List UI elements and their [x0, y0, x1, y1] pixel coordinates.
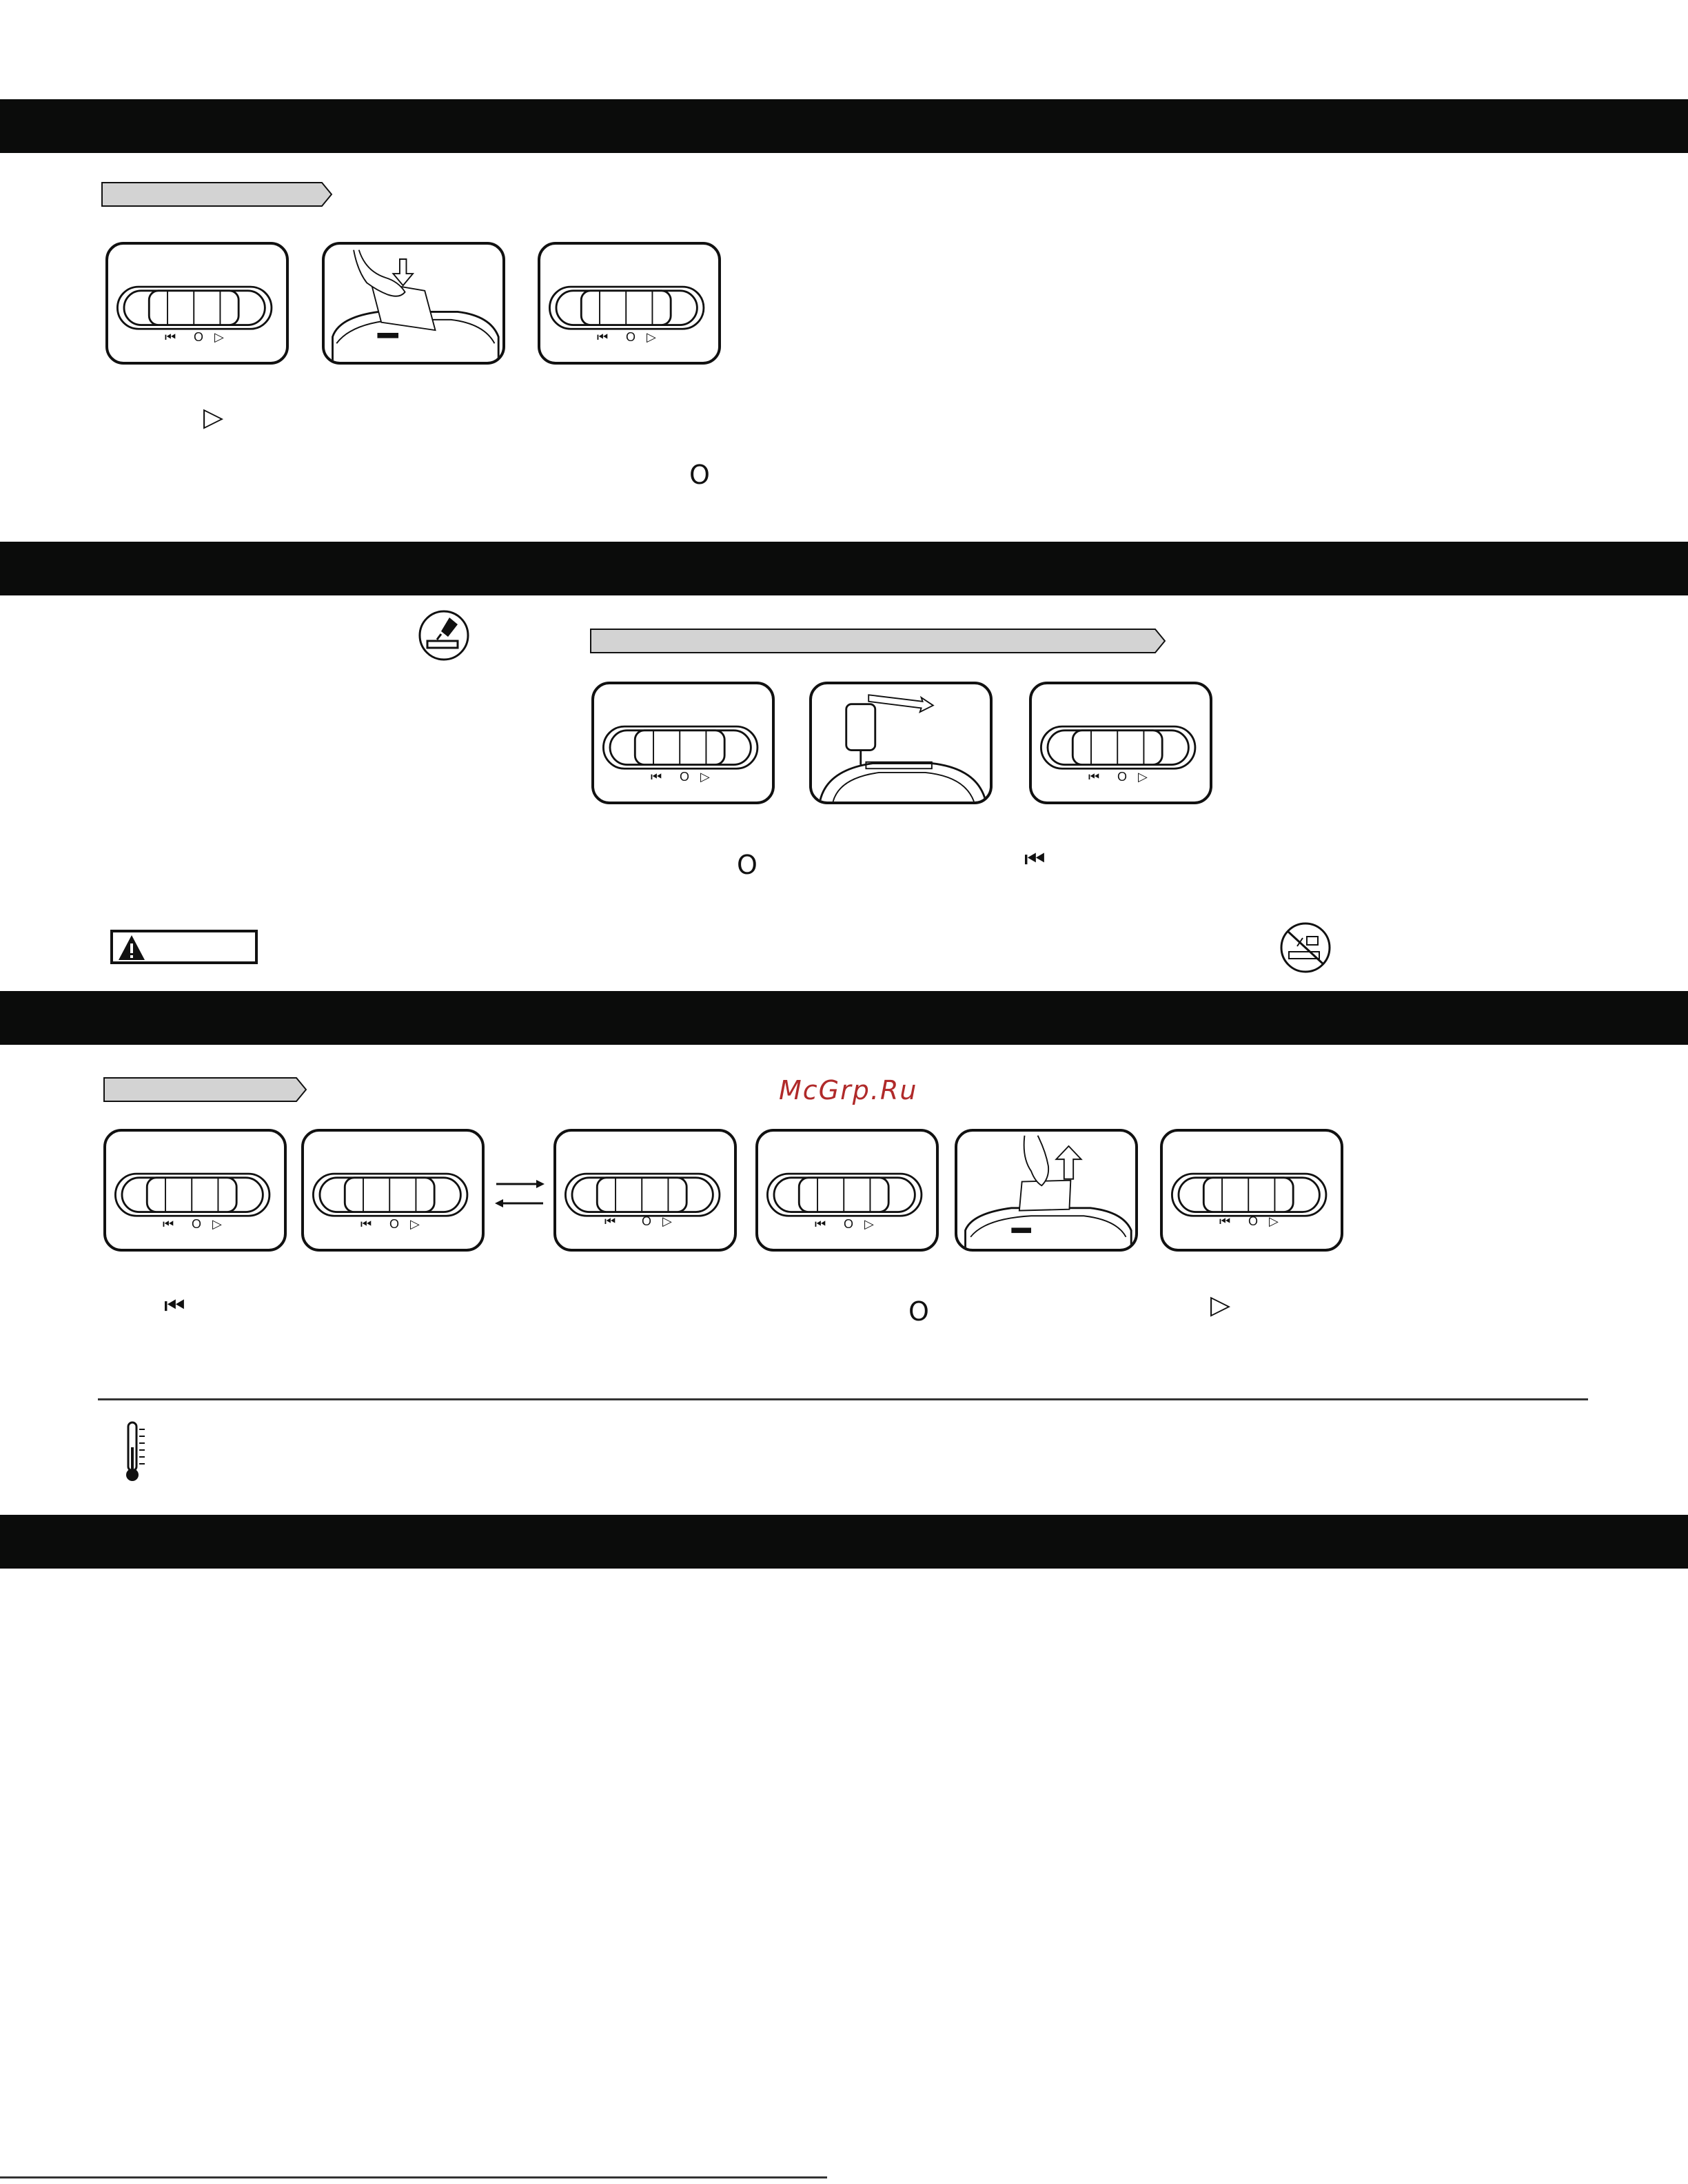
switch-reverse-label: ⏮ — [1219, 1214, 1231, 1229]
section-header-band-1 — [0, 99, 1688, 153]
switch-reverse-label: ⏮ — [163, 1217, 174, 1232]
switch-off-label: O — [1117, 770, 1128, 784]
switch-panel — [591, 682, 775, 804]
off-symbol: O — [689, 460, 710, 490]
switch-off-label: O — [626, 330, 636, 344]
warning-icon — [117, 934, 146, 961]
step-label-tag — [101, 182, 333, 207]
thermometer-icon — [123, 1420, 148, 1483]
switch-panel — [301, 1129, 485, 1252]
switch-reverse-label: ⏮ — [597, 330, 609, 345]
insert-paper-panel — [322, 242, 505, 365]
switch-on-label: ▷ — [647, 330, 656, 345]
arrows-icon — [494, 1173, 546, 1214]
no-aerosol-icon — [1279, 921, 1332, 974]
shredder-insert-illustration — [325, 245, 502, 362]
switch-on-label: ▷ — [662, 1214, 672, 1229]
switch-off-label: O — [844, 1217, 854, 1231]
switch-reverse-label: ⏮ — [651, 770, 662, 784]
off-symbol: O — [908, 1296, 929, 1327]
switch-on-label: ▷ — [1269, 1214, 1279, 1229]
switch-reverse-label: ⏮ — [165, 330, 176, 345]
switch-reverse-label: ⏮ — [815, 1217, 826, 1232]
divider-rule — [98, 1398, 1588, 1400]
switch-reverse-label: ⏮ — [604, 1214, 616, 1229]
reverse-symbol: ⏮ — [1024, 846, 1046, 873]
on-symbol: ▷ — [203, 402, 224, 432]
section-header-band-3 — [0, 991, 1688, 1045]
step-label-tag — [590, 629, 1166, 653]
switch-off-label: O — [194, 330, 204, 344]
switch-panel — [1029, 682, 1212, 804]
switch-panel — [553, 1129, 737, 1252]
switch-reverse-label: ⏮ — [1088, 770, 1100, 784]
oil-icon — [418, 609, 470, 662]
footer-rule — [0, 2176, 827, 2178]
remove-paper-panel — [955, 1129, 1138, 1252]
switch-panel — [105, 242, 289, 365]
switch-off-label: O — [1248, 1214, 1259, 1228]
oil-bottle-illustration — [812, 684, 990, 802]
switch-off-label: O — [642, 1214, 652, 1228]
switch-off-label: O — [192, 1217, 202, 1231]
switch-on-label: ▷ — [1138, 770, 1148, 784]
section-header-band-2 — [0, 542, 1688, 595]
switch-off-label: O — [389, 1217, 400, 1231]
switch-on-label: ▷ — [212, 1217, 222, 1232]
switch-on-label: ▷ — [864, 1217, 874, 1232]
switch-off-label: O — [680, 770, 690, 784]
remove-paper-illustration — [957, 1132, 1135, 1249]
switch-reverse-label: ⏮ — [360, 1217, 372, 1232]
oil-panel — [809, 682, 993, 804]
off-symbol: O — [737, 850, 757, 880]
step-label-tag — [103, 1077, 307, 1102]
switch-on-label: ▷ — [410, 1217, 420, 1232]
switch-panel — [1160, 1129, 1343, 1252]
on-symbol: ▷ — [1210, 1289, 1231, 1320]
switch-panel — [103, 1129, 287, 1252]
switch-on-label: ▷ — [700, 770, 710, 784]
warning-label-box — [110, 930, 258, 964]
watermark: McGrp.Ru — [779, 1075, 918, 1105]
switch-panel — [538, 242, 721, 365]
reverse-symbol: ⏮ — [164, 1292, 185, 1320]
switch-on-label: ▷ — [214, 330, 224, 345]
section-header-band-4 — [0, 1515, 1688, 1569]
switch-panel — [755, 1129, 939, 1252]
